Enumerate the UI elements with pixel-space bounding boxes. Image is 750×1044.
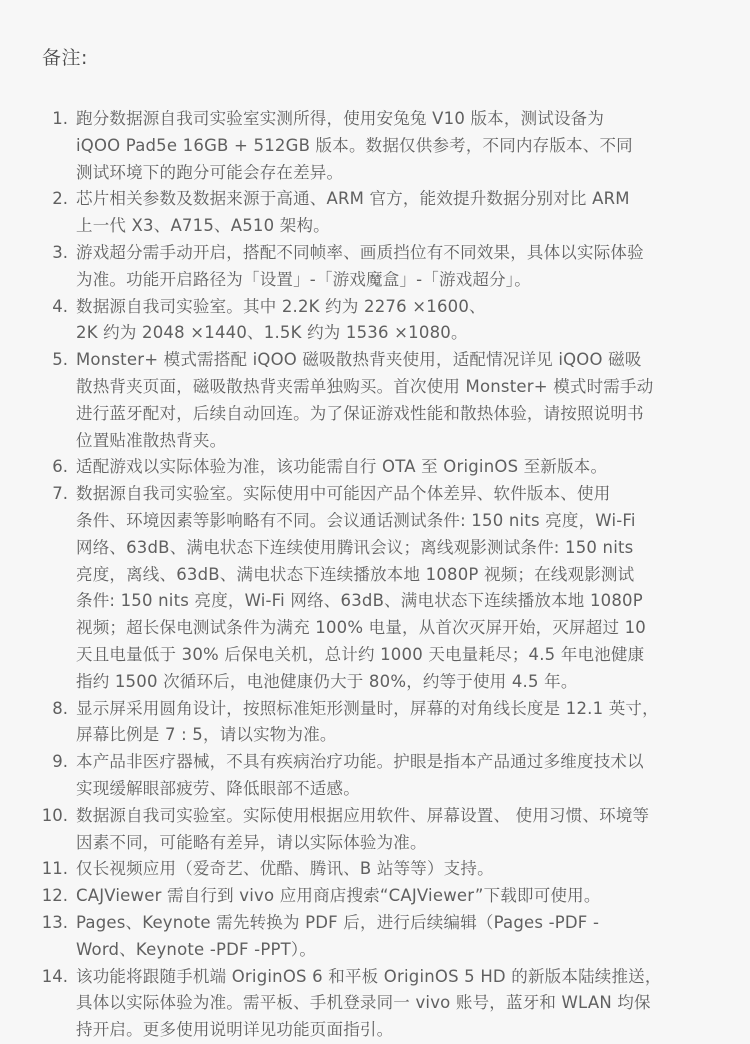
note-text: 数据源自我司实验室。实际使用中可能因产品个体差异、软件版本、使用 条件、环境因素等影响略有不同。会议通话测试条件: 150 nits 亮度，Wi-Fi 网络、63dB、满电状态下连续使用腾讯会议；离线观影测试条件: 150 nits 亮度，离线、63dB、满电状态下连续播放本地 1080P 视频；在线观影测试 条件: 150 nits 亮度，Wi-Fi 网络、63dB、满电状态下连续播放本地 1080P 视频；超长保电测试条件为满充 100% 电量，从首次灭屏开始，灭屏超过 10 天且电量低于 30% 后保电关机，总计约 1000 天电量耗尽；4.5 年电池健康 指约 1500 次循环后，电池健康仍大于 80%，约等于使用 4.5 年。 xyxy=(76,484,647,691)
note-number: 8. xyxy=(52,698,68,718)
note-item-5 xyxy=(0,347,750,454)
note-number: 13. xyxy=(41,912,68,932)
note-text: 数据源自我司实验室。其中 2.2K 约为 2276 ×1600、 2K 约为 2048 ×1440、1.5K 约为 1536 ×1080。 xyxy=(76,296,486,343)
note-text: 该功能将跟随手机端 OriginOS 6 和平板 OriginOS 5 HD 的新版本陆续推送， 具体以实际体验为准。需平板、手机登录同一 vivo 账号，蓝牙和 WLAN 均保 持开启。更多使用说明详见功能页面指引。 xyxy=(76,966,662,1040)
note-text: 显示屏采用圆角设计，按照标准矩形测量时，屏幕的对角线长度是 12.1 英寸， 屏幕比例是 7 : 5，请以实物为准。 xyxy=(76,698,659,745)
note-number: 2. xyxy=(52,189,68,209)
note-text: 仅长视频应用（爱奇艺、优酷、腾讯、B 站等等）支持。 xyxy=(76,859,494,879)
note-item-7 xyxy=(0,481,750,695)
note-text: 适配游戏以实际体验为准，该功能需自行 OTA 至 OriginOS 至新版本。 xyxy=(76,457,608,477)
note-item-13 xyxy=(0,910,750,964)
note-text: Pages、Keynote 需先转换为 PDF 后，进行后续编辑（Pages -PDF - Word、Keynote -PDF -PPT）。 xyxy=(76,912,600,959)
note-text: CAJViewer 需自行到 vivo 应用商店搜索“CAJViewer”下载即可使用。 xyxy=(76,886,601,906)
note-item-2 xyxy=(0,186,750,240)
note-item-6 xyxy=(0,454,750,481)
note-number: 11. xyxy=(41,859,68,879)
note-number: 10. xyxy=(41,805,68,825)
note-text: 本产品非医疗器械，不具有疾病治疗功能。护眼是指本产品通过多维度技术以 实现缓解眼部疲劳、降低眼部不适感。 xyxy=(76,752,644,798)
note-item-9 xyxy=(0,749,750,803)
note-item-1 xyxy=(0,106,750,186)
note-text: 游戏超分需手动开启，搭配不同帧率、画质挡位有不同效果，具体以实际体验 为准。功能开启路径为「设置」-「游戏魔盒」-「游戏超分」。 xyxy=(76,242,644,289)
note-text: 数据源自我司实验室。实际使用根据应用软件、屏幕设置、 使用习惯、环境等 因素不同，可能略有差异，请以实际体验为准。 xyxy=(76,805,650,852)
note-item-8 xyxy=(0,696,750,750)
note-item-3 xyxy=(0,240,750,294)
note-text: 跑分数据源自我司实验室实测所得，使用安兔兔 V10 版本，测试设备为 iQOO Pad5e 16GB + 512GB 版本。数据仅供参考，不同内存版本、不同 测试环境下的跑分可能会存在差异。 xyxy=(76,109,633,182)
notes-list xyxy=(0,106,750,1044)
note-number: 3. xyxy=(52,242,68,262)
notes-title: 备注: xyxy=(42,47,88,69)
note-number: 7. xyxy=(52,484,68,504)
note-number: 5. xyxy=(52,350,68,370)
note-text: Monster+ 模式需搭配 iQOO 磁吸散热背夹使用，适配情况详见 iQOO 磁吸 散热背夹页面，磁吸散热背夹需单独购买。首次使用 Monster+ 模式时需手动 进行蓝牙配对，后续自动回连。为了保证游戏性能和散热体验，请按照说明书 位置贴准散热背夹。 xyxy=(76,350,654,450)
note-number: 9. xyxy=(52,752,68,772)
note-text: 芯片相关参数及数据来源于高通、ARM 官方，能效提升数据分别对比 ARM 上一代 X3、A715、A510 架构。 xyxy=(76,189,630,236)
note-number: 1. xyxy=(52,109,68,128)
note-number: 12. xyxy=(41,886,68,906)
note-item-14 xyxy=(0,964,750,1044)
note-item-4 xyxy=(0,294,750,348)
note-number: 6. xyxy=(52,457,68,477)
note-item-11 xyxy=(0,856,750,883)
note-number: 14. xyxy=(41,966,68,986)
note-item-12 xyxy=(0,883,750,910)
note-item-10 xyxy=(0,803,750,857)
note-number: 4. xyxy=(52,296,68,316)
